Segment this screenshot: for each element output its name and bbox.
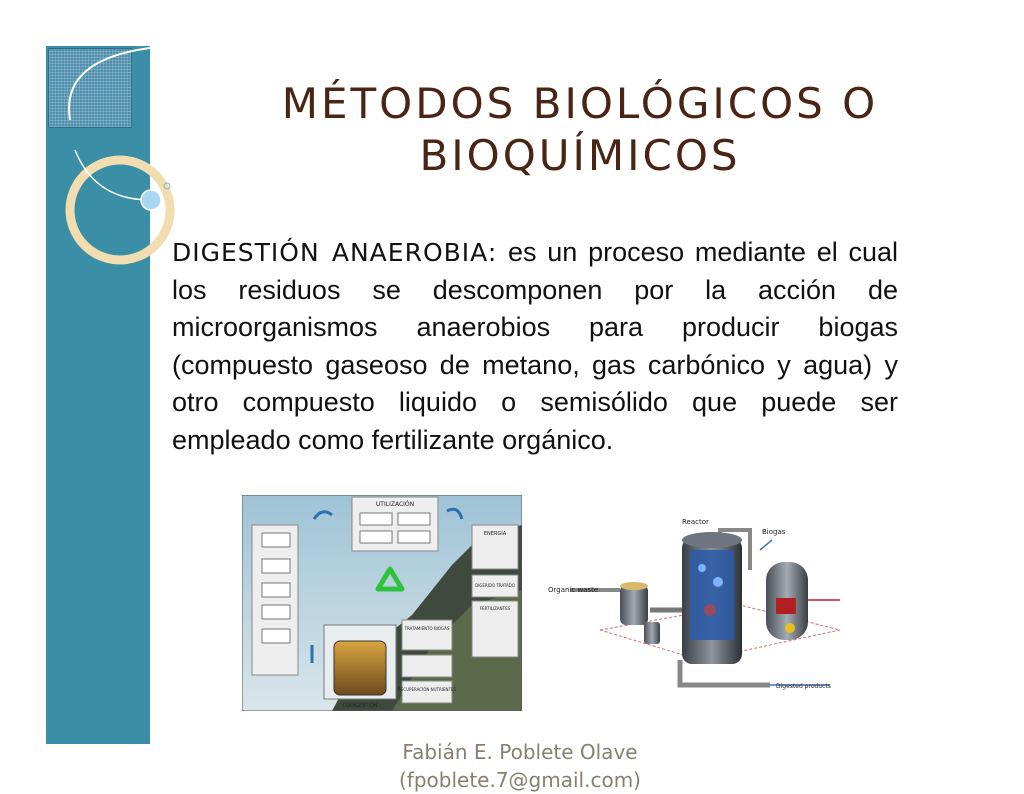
term-heading: DIGESTIÓN ANAEROBIA: — [172, 238, 498, 267]
author-email: (fpoblete.7@gmail.com) — [399, 768, 641, 792]
fig1-energy-text: ENERGÍA — [483, 531, 507, 537]
biogas-reactor-image — [540, 510, 860, 700]
fig1-biogas-text: TRATAMIENTO BIOGÁS — [404, 626, 450, 631]
fig1-treated-text: DIGERIDO TRATADO — [475, 583, 515, 588]
fig2-organic-text: Organic waste — [548, 586, 599, 594]
fig2-biogas-text: Biogas — [762, 528, 786, 536]
fig2-reactor-text: Reactor — [682, 518, 709, 526]
slide-title: MÉTODOS BIOLÓGICOS O BIOQUÍMICOS — [281, 79, 879, 180]
term-description: es un proceso mediante el cual los residuos se descomponen por la acción de microorganismos anaerobios para producir biogas (compuesto gaseoso de metano, gas carbónico y agua) y otro compuesto liquido o semisólido que puede ser empleado como fertilizante orgánico. — [172, 237, 898, 455]
author-name: Fabián E. Poblete Olave — [402, 740, 638, 764]
slide-body-text — [172, 234, 898, 459]
fig1-recovery-text: RECUPERACIÓN NUTRIENTES — [398, 687, 456, 692]
fig1-codigestion-text: CODIGESTIÓN — [342, 703, 378, 709]
fig1-header-text: UTILIZACIÓN — [375, 501, 415, 508]
slide-footer — [330, 738, 710, 794]
fig1-fertilizer-text: FERTILIZANTES — [479, 606, 511, 611]
codigestion-scheme-image — [242, 495, 522, 711]
fig2-digested-text: Digested products — [776, 683, 831, 690]
